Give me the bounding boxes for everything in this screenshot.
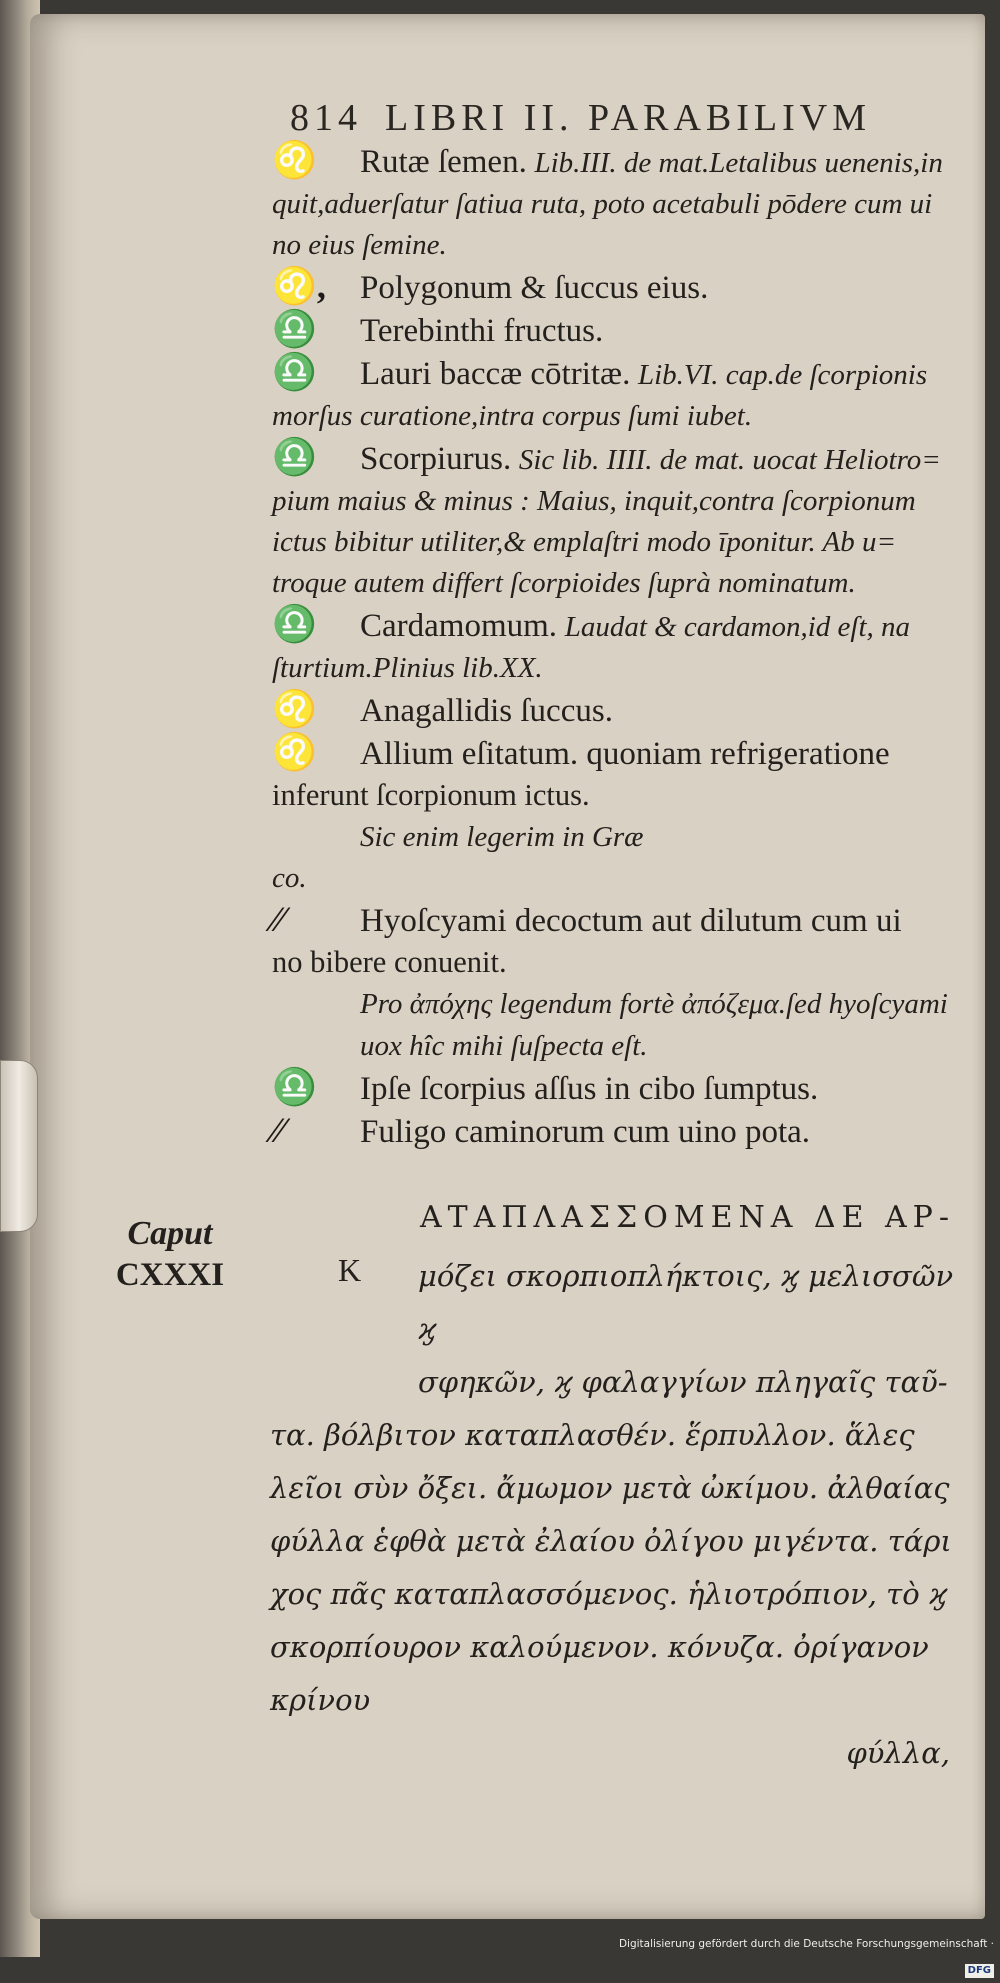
list-item: ♎ Terebinthi fructus. [272,309,604,349]
greek-line: φύλλα, [846,1736,950,1770]
greek-heading: ΑΤΑΠΛΑΣΣΟΜΕΝΑ ΔΕ ΑΡ- [420,1200,956,1235]
greek-line: σκορπίουρον καλούμενον. κόνυζα. ὀρίγανον κρίνου [270,1630,929,1717]
chapter-number: CXXXI [115,1257,225,1293]
list-item: ♌ Allium eſitatum. quoniam refrigeratione inferunt ſcorpionum ictus. Sic enim legerim in Græ co. [272,732,890,894]
list-item: ♎ Ipſe ſcorpius aſſus in cibo ſumptus. [272,1067,819,1107]
greek-text-block [270,1250,970,1780]
list-item: ♎ Cardamomum. Laudat & cardamon,id eſt, na ſturtium.Plinius lib.XX. [272,604,910,684]
running-title: LIBRI II. PARABILIVM [385,97,871,139]
astrological-sign-icon: ♌, [272,266,326,306]
list-item: ♌, Polygonum & ſuccus eius. [272,266,709,306]
greek-line: χος πᾶς καταπλασσόμενος. ἡλιοτρόπιον, τὸ ϗ [270,1577,947,1611]
digitization-credit [600,1931,1000,1976]
greek-line: φύλλα ἑφθὰ μετὰ ἐλαίου ὀλίγου μιγέντα. τάρι [270,1524,952,1558]
greek-line: σφηκῶν, ϗ φαλαγγίων πληγαῖς ταῦ- [418,1365,948,1399]
list-item: ♌ Anagallidis ſuccus. [272,689,613,729]
remedy-list [272,142,962,1155]
page-header [290,96,930,140]
greek-line: λεῖοι σὺν ὄξει. ἄμωμον μετὰ ὠκίμου. ἀλθαίας [270,1471,950,1505]
astrological-sign-icon: ♎ [272,604,317,644]
list-item: ♎ Lauri baccæ cōtritæ. Lib.VI. cap.de ſcorpionis morſus curatione,intra corpus ſumi iubet. [272,352,928,432]
list-item: ♌ Rutæ ſemen. Lib.III. de mat.Letalibus uenenis,in quit,aduerſatur ſatiua ruta, poto acetabuli pōdere cum ui no eius ſemine. [272,140,943,261]
astrological-sign-icon: ♎ [272,437,317,477]
greek-initial: K [338,1252,362,1288]
greek-line: τα. βόλβιτον καταπλασθέν. ἕρπυλλον. ἅλες [270,1418,915,1452]
hash-mark-icon: ⁄⁄ [272,1110,285,1150]
astrological-sign-icon: ♌ [272,732,317,772]
page-number: 814 [290,97,362,139]
hash-mark-icon: ⁄⁄ [272,899,285,939]
greek-line: μόζει σκορπιοπλήκτοις, ϗ μελισσῶν ϗ [418,1259,954,1346]
credit-text: Digitalisierung gefördert durch die Deutsche Forschungsgemeinschaft · [618,1938,994,1950]
chapter-marker [110,1215,230,1294]
astrological-sign-icon: ♌ [272,140,317,180]
list-item: ♎ Scorpiurus. Sic lib. IIII. de mat. uocat Heliotro= pium maius & minus : Maius, inquit,contra ſcorpionum ictus bibitur utiliter,& emplaſtri modo īponitur. Ab u= troque autem differt ſcorpioides ſuprà nominatum. [272,437,941,599]
list-item: ⁄⁄ Hyoſcyami decoctum aut dilutum cum ui no bibere conuenit. Pro ἀπόχης legendum fortè ἀπόζεμα.ſed hyoſcyami uox hîc mihi ſuſpecta eſt. [272,899,948,1062]
dfg-logo: DFG [965,1964,994,1978]
astrological-sign-icon: ♎ [272,309,317,349]
astrological-sign-icon: ♎ [272,352,317,392]
chapter-label: Caput [127,1215,213,1252]
astrological-sign-icon: ♎ [272,1067,317,1107]
book-clasp [0,1060,38,1232]
list-item: ⁄⁄ Fuligo caminorum cum uino pota. [272,1110,811,1150]
astrological-sign-icon: ♌ [272,689,317,729]
